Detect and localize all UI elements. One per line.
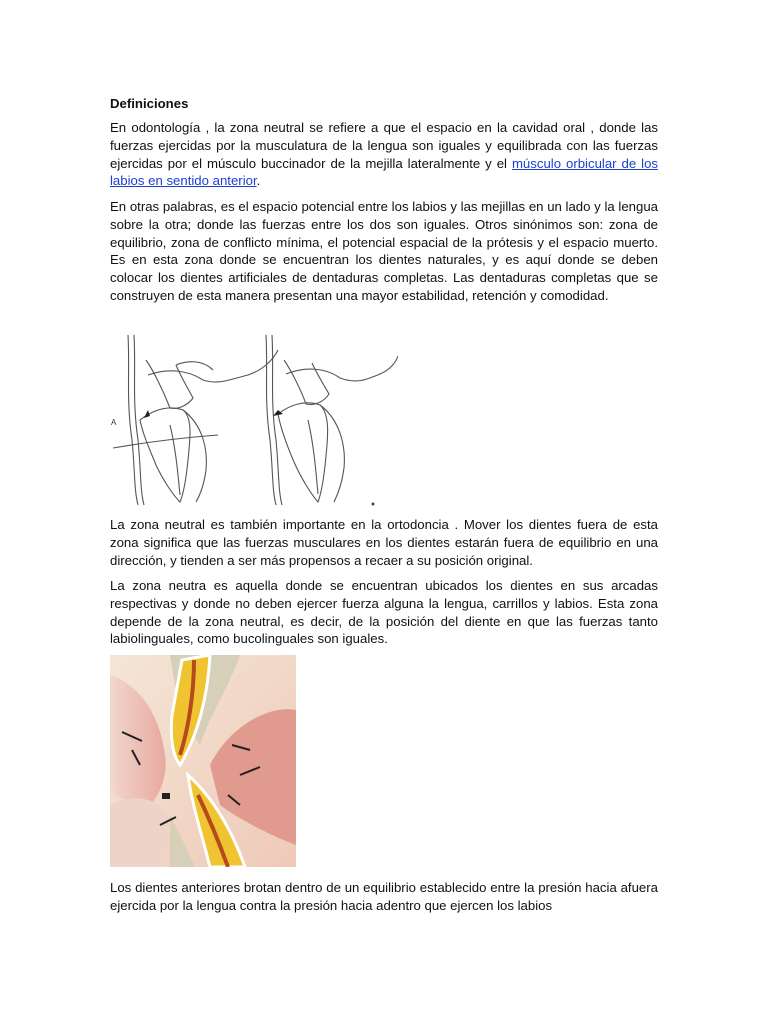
page-heading: Definiciones xyxy=(110,96,189,111)
teeth-line-drawing-figure xyxy=(108,330,398,510)
dot-marker xyxy=(372,503,375,506)
teeth-cross-section-figure xyxy=(110,655,296,867)
paragraph-neutral-zone: La zona neutra es aquella donde se encuentran ubicados los dientes en sus arcadas respectivas y donde no deben ejercer fuerza alguna la lengua, carrillos y labios. Esta zona depende de la zona neutral, es decir, de la posición del diente en que las fuerzas tanto labiolinguales, como bucolinguales son iguales. xyxy=(110,578,658,647)
paragraph-anterior-teeth: Los dientes anteriores brotan dentro de un equilibrio establecido entre la presión hacia afuera ejercida por la lengua contra la presión hacia adentro que ejercen los labios xyxy=(110,880,658,913)
marker-icon xyxy=(162,793,170,799)
paragraph-other-words: En otras palabras, es el espacio potencial entre los labios y las mejillas en un lado y la lengua sobre la otra; donde las fuerzas entre los dos son iguales. Otros sinónimos son: zona de equilibrio, zona de conflicto mínima, el potencial espacial de la prótesis y el espacio muerto. Es en esta zona donde se encuentran los dientes naturales, y es aquí donde se deben colocar los dientes artificiales de dentaduras completas. Las dentaduras completas que se construyen de esta manera presentan una mayor estabilidad, retención y comodidad. xyxy=(110,199,658,303)
paragraph-definition-text: En odontología , la zona neutral se refiere a que el espacio en la cavidad oral , donde las fuerzas ejercidas por la musculatura de la lengua son iguales y equilibrada con las fuerzas ejercidas por el músculo buccinador de la mejilla lateralmente y el xyxy=(110,120,658,171)
paragraph-definition-end: . xyxy=(256,173,261,189)
paragraph-orthodontics: La zona neutral es también importante en la ortodoncia . Mover los dientes fuera de esta zona significa que las fuerzas musculares en los dientes estarán fuera de equilibrio en una dirección, y tienden a ser más propensos a recaer a su posición original. xyxy=(110,517,658,568)
paragraph-definition xyxy=(110,119,658,190)
muscle-orbicular-link[interactable]: músculo orbicular de los labios en sentido anterior xyxy=(110,155,658,189)
figure-label-a: A xyxy=(111,418,117,427)
arrow-icon xyxy=(144,410,150,418)
